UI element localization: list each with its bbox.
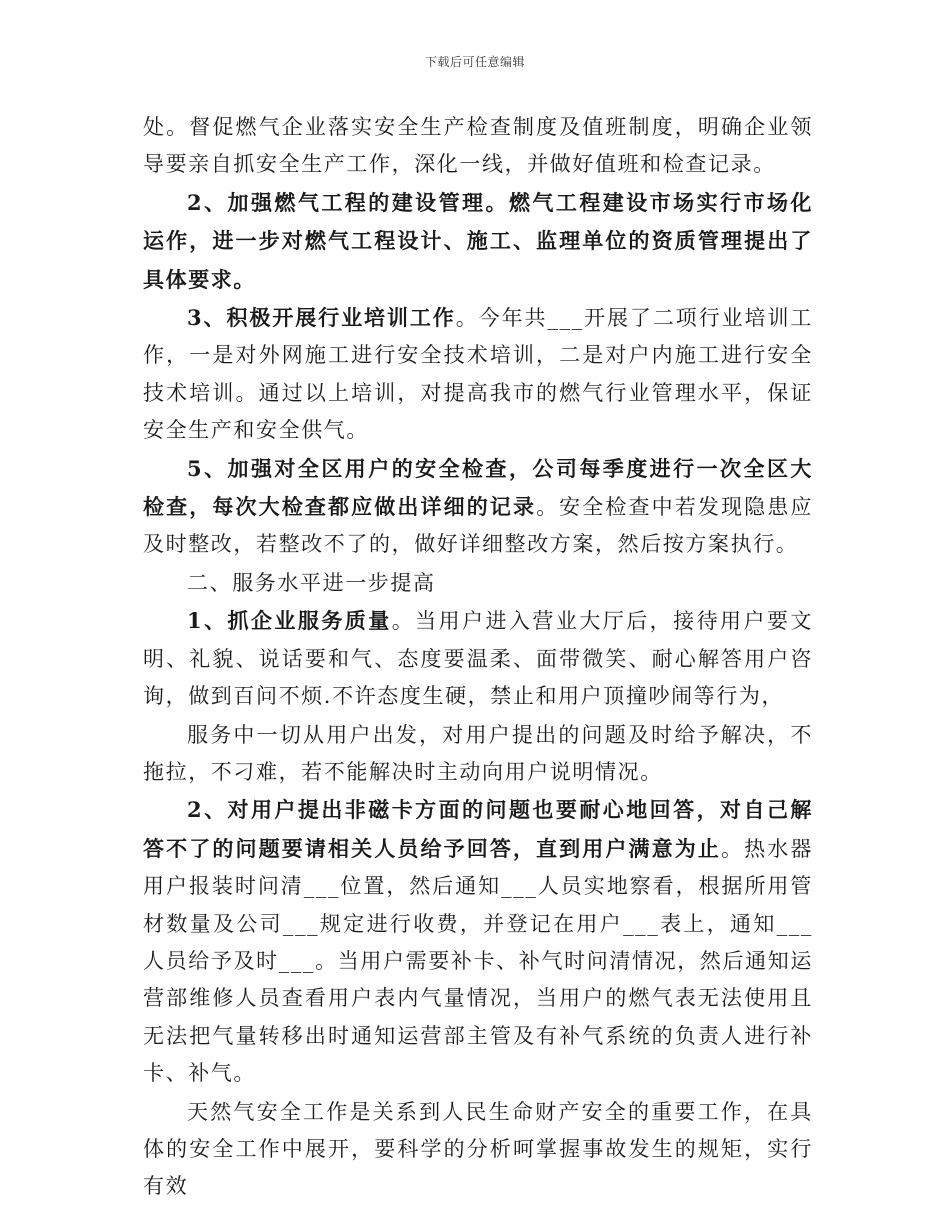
paragraph-6 <box>143 602 813 715</box>
paragraph-2 <box>143 184 813 299</box>
paragraph-4-text: 。安全检查中若发现隐患应及时整改，若整改不了的，做好详细整改方案，然后按方案执行。 <box>143 495 813 557</box>
paragraph-3-text: 。今年共___开展了二项行业培训工作，一是对外网施工进行安全技术培训，二是对户内施工进行安全技术培训。通过以上培训，对提高我市的燃气行业管理水平，保证安全生产和安全供气。 <box>143 306 814 443</box>
paragraph-4 <box>143 450 813 564</box>
paragraph-1-text: 处。督促燃气企业落实安全生产检查制度及值班制度，明确企业领导要亲自抓安全生产工作，深化一线，并做好值班和检查记录。 <box>143 115 813 177</box>
paragraph-7 <box>143 716 813 792</box>
paragraph-6-text: 。当用户进入营业大厅后，接待用户要文明、礼貌、说话要和气、态度要温柔、面带微笑、耐心解答用户咨询，做到百问不烦.不许态度生硬，禁止和用户顶撞吵闹等行为， <box>143 609 813 709</box>
paragraph-8-bold: 2、对用户提出非磁卡方面的问题也要耐心地回答，对自己解答不了的问题要请相关人员给予回答，直到用户满意为止 <box>143 797 813 861</box>
paragraph-9 <box>143 1093 813 1206</box>
paragraph-1 <box>143 108 813 184</box>
header-note: 下载后可任意编辑 <box>424 55 525 69</box>
paragraph-9-text: 天然气安全工作是关系到人民生命财产安全的重要工作，在具体的安全工作中展开，要科学的分析呵掌握事故发生的规矩，实行有效 <box>143 1099 813 1199</box>
paragraph-6-bold: 1、抓企业服务质量 <box>187 608 392 634</box>
paragraph-8 <box>143 791 813 1092</box>
paragraph-8-text: 。热水器用户报装时问清___位置，然后通知___人员实地察看，根据所用管材数量及公司___规定进行收费，并登记在用户___表上，通知___人员给予及时___。当用户需要补卡、补气时问清情况，然后通知运营部维修人员查看用户表内气量情况，当用户的燃气表无法使用且无法把气量转移出时通知运营部主管及有补气系统的负责人进行补卡、补气。 <box>143 836 813 1086</box>
paragraph-3-bold: 3、积极开展行业培训工作 <box>187 305 456 331</box>
paragraph-7-text: 服务中一切从用户出发，对用户提出的问题及时给予解决，不拖拉，不刁难，若不能解决时主动向用户说明情况。 <box>143 722 813 784</box>
paragraph-2-bold: 2、加强燃气工程的建设管理。燃气工程建设市场实行市场化运作，进一步对燃气工程设计、施工、监理单位的资质管理提出了具体要求。 <box>143 189 813 292</box>
document-body <box>143 108 813 1206</box>
section-heading <box>143 564 813 602</box>
paragraph-3 <box>143 299 813 450</box>
section-heading-text: 二、服务水平进一步提高 <box>187 570 436 595</box>
paragraph-4-bold: 5、加强对全区用户的安全检查，公司每季度进行一次全区大检查，每次大检查都应做出详细的记录 <box>143 455 813 520</box>
